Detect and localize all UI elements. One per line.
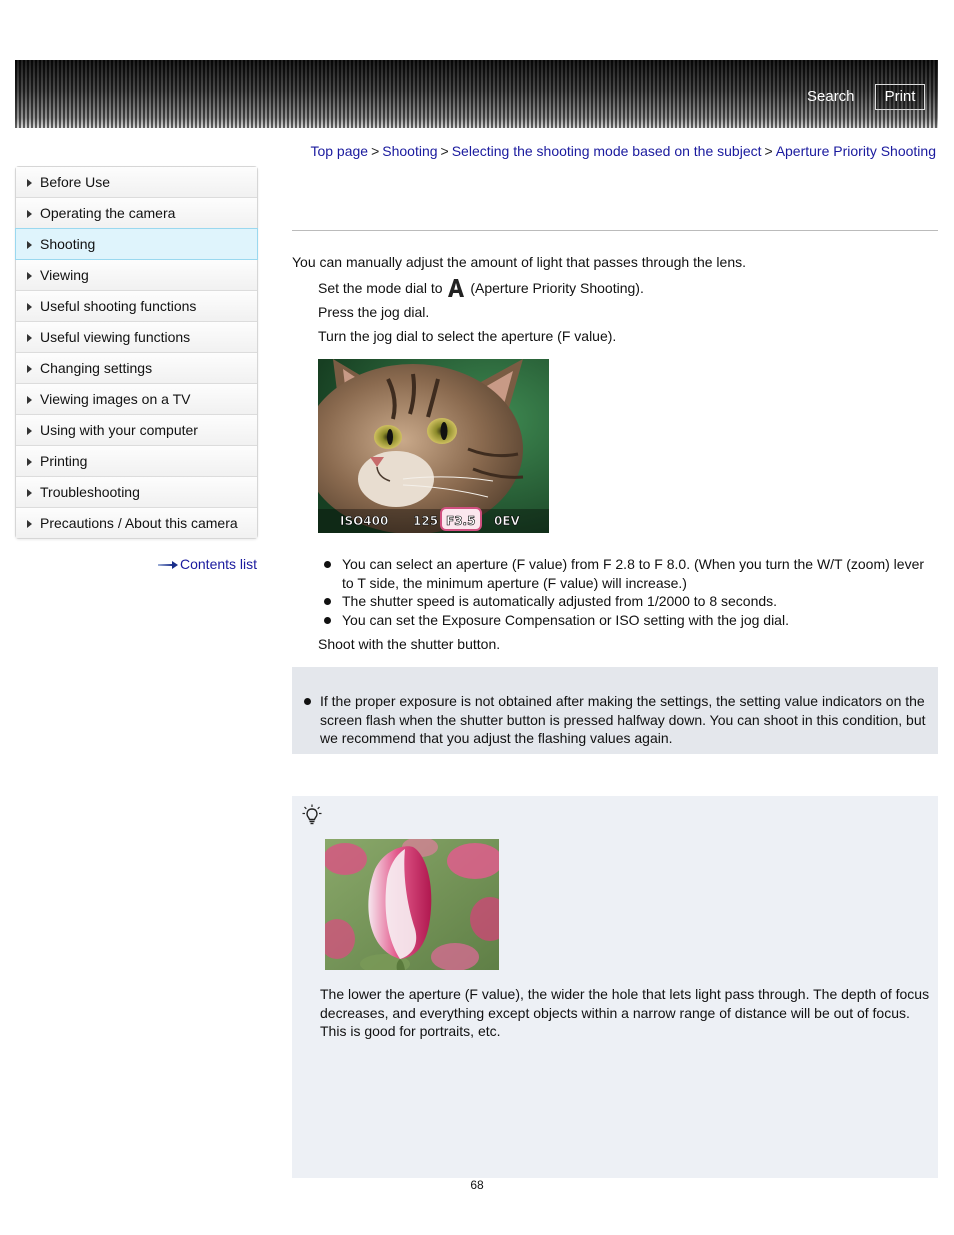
sidebar-item-precautions[interactable] [16,508,257,538]
list-item [322,555,932,592]
arrow-right-icon [27,334,32,342]
intro-text: You can manually adjust the amount of light that passes through the lens. [292,254,747,270]
bullet-icon [304,698,311,705]
sidebar-item-using-with-computer[interactable] [16,415,257,446]
breadcrumb-aperture-priority[interactable]: Aperture Priority Shooting [775,143,936,159]
hint-text: The lower the aperture (F value), the wider the hole that lets light pass through. The depth of focus decreases, and everything except objects within a narrow range of distance will be out of focus. This is good for portraits, etc. [320,986,930,1039]
breadcrumb-shooting-mode[interactable]: Selecting the shooting mode based on the subject [451,143,762,159]
sidebar-item-useful-viewing-functions[interactable] [16,322,257,353]
breadcrumb-separator: > [764,143,773,159]
breadcrumb [310,143,936,159]
sidebar-item-before-use[interactable] [16,167,257,198]
cat-photo-screen [318,359,549,533]
note-box [292,667,938,754]
sidebar-item-label: Viewing [40,267,89,283]
sidebar-item-label: Troubleshooting [40,484,140,500]
sidebar-item-label: Useful viewing functions [40,329,191,345]
search-link[interactable]: Search [807,88,855,105]
bullet-icon [324,617,331,624]
contents-list-link[interactable] [158,556,257,572]
bullet-text: The shutter speed is automatically adjusted from 1/2000 to 8 seconds. [342,593,778,609]
sidebar-item-label: Printing [40,453,88,469]
sidebar-item-label: Viewing images on a TV [40,391,191,407]
sidebar-item-label: Precautions / About this camera [40,515,238,531]
sidebar-item-label: Shooting [40,236,96,252]
arrow-right-icon [27,210,32,218]
arrow-right-icon [27,241,32,249]
contents-list-label: Contents list [180,556,258,572]
sidebar-item-shooting[interactable] [15,228,258,260]
sidebar-item-useful-shooting-functions[interactable] [16,291,257,322]
arrow-right-icon [27,520,32,528]
step-4: Shoot with the shutter button. [318,636,501,652]
step-3: Turn the jog dial to select the aperture (F value). [318,328,617,344]
bullet-icon [324,598,331,605]
sidebar-item-viewing[interactable] [16,260,257,291]
sidebar-item-changing-settings[interactable] [16,353,257,384]
sidebar-item-label: Before Use [40,174,111,190]
arrow-right-icon [27,396,32,404]
step-1-text-before: Set the mode dial to [318,280,443,296]
arrow-right-icon [27,272,32,280]
sidebar-item-label: Operating the camera [40,205,176,221]
sidebar-item-viewing-images-on-tv[interactable] [16,384,257,415]
note-text: If the proper exposure is not obtained after making the settings, the setting value indicators on the screen flash when the shutter button is pressed halfway down. You can shoot in this condition, but we recommend that you adjust the flashing values again. [320,693,926,746]
list-item [322,592,932,611]
bullet-text: You can set the Exposure Compensation or ISO setting with the jog dial. [342,611,789,628]
overlay-shutter: 125 [413,514,439,528]
page-number: 68 [470,1178,484,1192]
arrow-right-icon [27,365,32,373]
hint-box [292,796,938,1178]
arrow-right-icon [158,561,178,569]
header-bar [15,60,938,128]
breadcrumb-shooting[interactable]: Shooting [382,143,438,159]
overlay-ev: 0EV [494,514,520,528]
arrow-right-icon [27,458,32,466]
list-item [322,611,932,630]
overlay-aperture: F3.5 [446,514,476,528]
bullet-icon [324,561,331,568]
overlay-iso: ISO400 [340,514,389,528]
print-button[interactable]: Print [875,84,925,110]
step-1-text-after: (Aperture Priority Shooting). [470,280,644,296]
sidebar-item-operating-the-camera[interactable] [16,198,257,229]
arrow-right-icon [27,179,32,187]
step-2: Press the jog dial. [318,304,430,320]
tulip-photo [325,839,499,970]
lightbulb-icon [302,804,322,826]
aperture-bullet-list [322,555,932,629]
title-divider [292,230,938,231]
sidebar-item-troubleshooting[interactable] [16,477,257,508]
sidebar-item-label: Useful shooting functions [40,298,197,314]
arrow-right-icon [27,427,32,435]
bullet-text: You can select an aperture (F value) from F 2.8 to F 8.0. (When you turn the W/T (zoom) lever to T side, the minimum aperture (F value) will increase.) [342,556,925,591]
breadcrumb-top-page[interactable]: Top page [310,143,369,159]
breadcrumb-separator: > [371,143,380,159]
arrow-right-icon [27,489,32,497]
step-1 [318,279,644,297]
arrow-right-icon [27,303,32,311]
sidebar-item-label: Using with your computer [40,422,198,438]
sidebar-item-printing[interactable] [16,446,257,477]
sidebar-nav [15,166,258,539]
sidebar-item-label: Changing settings [40,360,153,376]
breadcrumb-separator: > [440,143,449,159]
aperture-mode-a-icon [448,279,464,297]
